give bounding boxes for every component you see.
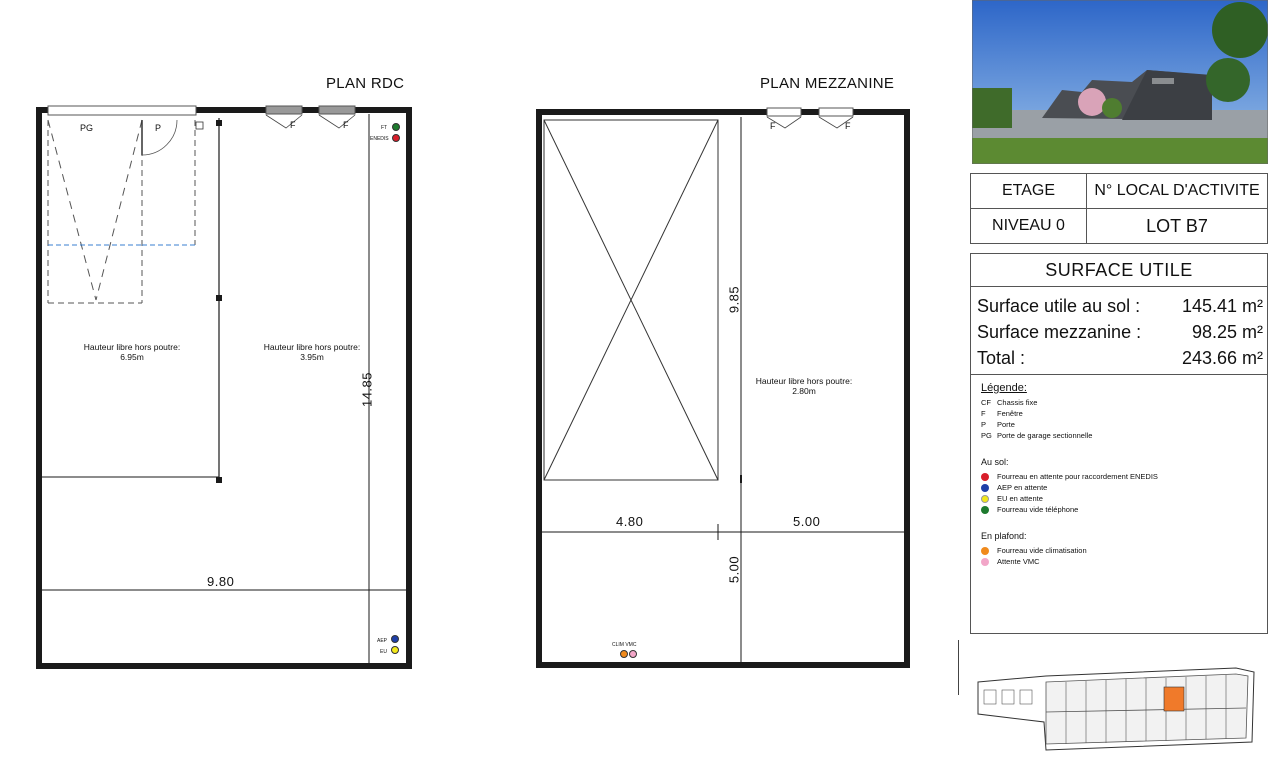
surface-total-label: Total : [977,348,1026,368]
rdc-eu-label: EU [380,649,387,655]
rdc-dim-width: 9.80 [207,574,235,589]
panel-divider-line [958,640,959,695]
mezz-dim-vert-top: 9.85 [726,285,742,314]
etage-value: NIVEAU 0 [971,209,1087,243]
rdc-ft-label: FT [381,125,388,131]
legende-code: CF [981,398,991,407]
legende-text: Porte [997,420,1015,429]
rdc-p-label: P [155,123,162,133]
surface-box [970,253,1268,634]
legende-text: Chassis fixe [997,398,1038,407]
rdc-eu-dot [391,646,399,654]
plafond-item [981,556,1261,567]
rdc-height-right-line2: 3.95m [300,352,324,362]
surface-sol-row [977,296,1263,320]
surface-mezzanine-value: 98.25 m² [1191,322,1263,342]
au-sol-item [981,471,1261,482]
mezz-height-line1: Hauteur libre hors poutre: [755,376,853,386]
au-sol-item [981,504,1261,515]
legende-code: P [981,420,987,429]
rdc-height-left-line1: Hauteur libre hors poutre: [83,342,181,352]
surface-mezzanine-label: Surface mezzanine : [977,322,1142,342]
surface-total-value: 243.66 m² [1181,348,1263,368]
mezz-clim-dot [620,650,628,658]
au-sol-text: Fourreau en attente pour raccordement ENEDIS [997,472,1158,481]
plan-mezzanine-title: PLAN MEZZANINE [760,75,895,92]
surface-title: SURFACE UTILE [971,254,1267,287]
legende-text: Fenêtre [997,409,1023,418]
mezz-f2-label: F [845,121,851,131]
enedis-dot-icon [981,473,989,481]
au-sol-item [981,493,1261,504]
rdc-ft-dot [392,123,400,131]
rdc-height-right [242,342,382,362]
etage-table [970,173,1268,244]
mezz-vmc-dot [629,650,637,658]
local-header: N° LOCAL D'ACTIVITE [1087,174,1267,209]
plafond-item [981,545,1261,556]
rdc-enedis-label: ENEDIS [370,136,389,142]
rdc-height-left [62,342,202,362]
surface-divider [971,374,1267,375]
rdc-height-right-line1: Hauteur libre hors poutre: [263,342,361,352]
surface-sol-label: Surface utile au sol : [977,296,1141,316]
mezz-height [734,376,874,396]
building-rendering-image [972,0,1268,164]
legende-item [981,419,1261,430]
mezz-dim-vert-bottom: 5.00 [726,555,742,584]
surface-sol-value: 145.41 m² [1181,296,1263,316]
mezz-dim-right: 5.00 [793,514,821,529]
rdc-height-left-line2: 6.95m [120,352,144,362]
site-plan-map [976,662,1260,757]
aep-dot-icon [981,484,989,492]
rdc-f1-label: F [290,120,296,130]
eu-dot-icon [981,495,989,503]
legende-title: Légende: [981,382,1027,394]
au-sol-text: AEP en attente [997,483,1048,492]
legende-code: PG [981,431,992,440]
rdc-aep-label: AEP [377,638,388,644]
legende-item [981,397,1261,408]
clim-dot-icon [981,547,989,555]
mezz-clim-vmc-label: CLIM VMC [612,642,637,648]
local-value: LOT B7 [1146,215,1208,236]
plafond-text: Attente VMC [997,557,1040,566]
plafond-title: En plafond: [981,531,1027,541]
legende-code: F [981,409,986,418]
au-sol-title: Au sol: [981,457,1009,467]
legende-section [981,382,1261,567]
mezz-f1-label: F [770,121,776,131]
etage-header: ETAGE [971,174,1087,209]
surface-mezzanine-row [977,322,1263,346]
rdc-dim-height: 14.85 [359,371,375,408]
au-sol-text: Fourreau vide téléphone [997,505,1079,514]
legende-item [981,430,1261,441]
au-sol-item [981,482,1261,493]
rdc-f2-label: F [343,120,349,130]
legende-item [981,408,1261,419]
mezz-dim-left: 4.80 [616,514,644,529]
legende-text: Porte de garage sectionnelle [997,431,1093,440]
rdc-aep-dot [391,635,399,643]
au-sol-text: EU en attente [997,494,1043,503]
surface-total-row [977,348,1263,372]
telephone-dot-icon [981,506,989,514]
plafond-text: Fourreau vide climatisation [997,546,1087,555]
vmc-dot-icon [981,558,989,566]
rdc-enedis-dot [392,134,400,142]
plan-rdc-title: PLAN RDC [326,75,405,92]
rdc-pg-label: PG [80,123,94,133]
mezz-height-line2: 2.80m [792,386,816,396]
